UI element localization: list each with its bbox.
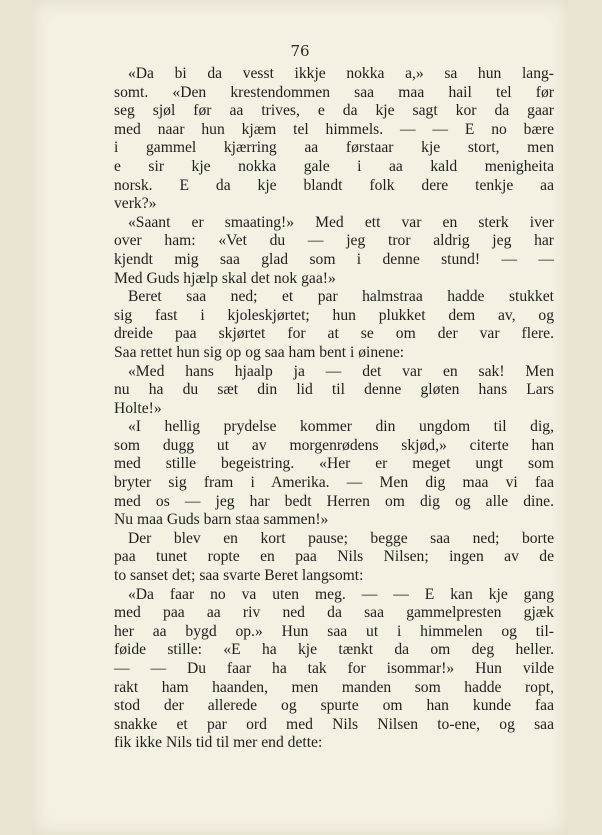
- text-line: Beret saa ned; et par halmstraa hadde stukket: [128, 288, 554, 306]
- text-line: norsk. E da kje blandt folk dere tenkje aa: [114, 176, 554, 194]
- text-line: over ham: «Vet du — jeg tror aldrig jeg har: [114, 232, 554, 250]
- text-line: somt. «Den krestendommen saa maa hail tel før: [114, 83, 554, 101]
- text-line: dreide paa skjørtet for at se om der var flere.: [114, 325, 554, 343]
- text-line: med naar hun kjæm tel himmels. — — E no bære: [114, 120, 554, 138]
- text-line: med paa aa riv ned da saa gammelpresten gjæk: [114, 604, 554, 622]
- text-line: «Da faar no va uten meg. — — E kan kje gang: [128, 585, 554, 603]
- text-line: — — Du faar ha tak for isommar!» Hun vilde: [114, 660, 554, 677]
- text-line: som dugg ut av morgenrødens skjød,» citerte han: [114, 436, 554, 454]
- text-line: e sir kje nokka gale i aa kald menigheita: [114, 157, 554, 175]
- text-line: rakt ham haanden, men manden som hadde ropt,: [114, 678, 554, 696]
- text-line: med os — jeg har bedt Herren om dig og alle dine.: [114, 492, 554, 510]
- text-line: i gammel kjærring aa førstaar kje stort, men: [114, 139, 554, 157]
- page-number: 76: [290, 42, 310, 60]
- text-line: føide stille: «E ha kje tænkt da om deg heller.: [114, 641, 554, 659]
- text-line: her aa bygd op.» Hun saa ut i himmelen og til-: [114, 622, 554, 640]
- text-line: to sanset det; saa svarte Beret langsomt:: [114, 567, 364, 585]
- text-line: fik ikke Nils tid til mer end dette:: [114, 734, 323, 752]
- text-line: seg sjøl før aa trives, e da kje sagt kor da gaar: [114, 102, 554, 120]
- text-line: Saa rettet hun sig op og saa ham bent i øinene:: [114, 343, 405, 361]
- text-line: verk?»: [114, 195, 157, 213]
- text-line: paa tunet ropte en paa Nils Nilsen; ingen av de: [114, 548, 554, 566]
- text-line: Der blev en kort pause; begge saa ned; borte: [128, 529, 554, 547]
- text-line: «I hellig prydelse kommer din ungdom til dig,: [128, 418, 554, 436]
- text-line: «Da bi da vesst ikkje nokka a,» sa hun lang-: [128, 65, 554, 82]
- body-text: [114, 65, 554, 753]
- text-line: Med Guds hjælp skal det nok gaa!»: [114, 269, 336, 287]
- text-line: «Med hans hjaalp ja — det var en sak! Men: [128, 362, 554, 380]
- text-line: Holte!»: [114, 399, 162, 417]
- text-line: nu ha du sæt din lid til denne gløten hans Lars: [114, 381, 554, 399]
- text-line: «Saant er smaating!» Med ett var en sterk iver: [128, 213, 554, 231]
- book-page: [32, 0, 568, 835]
- text-line: kjendt mig saa glad som i denne stund! — —: [114, 250, 554, 268]
- text-line: med stille begeistring. «Her er meget ungt som: [114, 455, 554, 473]
- text-line: Nu maa Guds barn staa sammen!»: [114, 511, 329, 529]
- text-line: snakke et par ord med Nils Nilsen to-ene, og saa: [114, 715, 554, 733]
- text-line: sig fast i kjoleskjørtet; hun plukket dem av, og: [114, 306, 554, 324]
- text-line: stod der allerede og spurte om han kunde faa: [114, 697, 554, 715]
- text-line: bryter sig fram i Amerika. — Men dig maa vi faa: [114, 474, 554, 492]
